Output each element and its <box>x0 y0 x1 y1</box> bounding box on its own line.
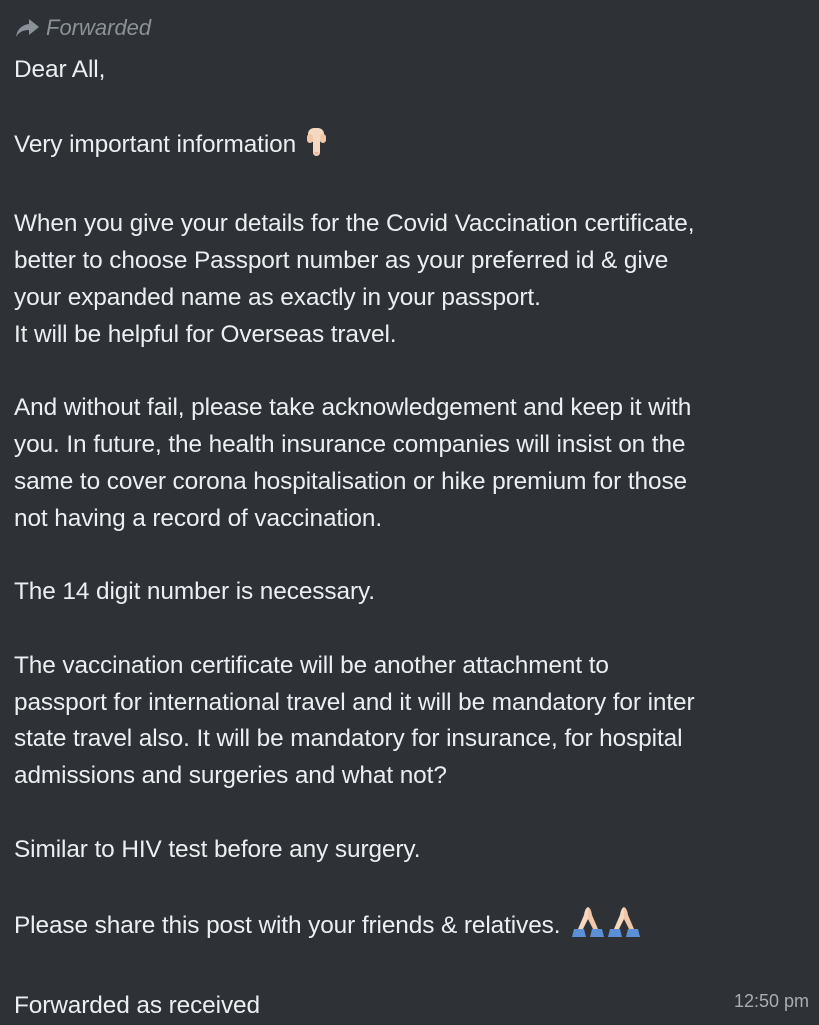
paragraph-1-line-1: When you give your details for the Covid Vaccination certificate, <box>14 210 695 238</box>
paragraph-2-line-4: not having a record of vaccination. <box>14 504 383 532</box>
paragraph-4-line-1: The vaccination certificate will be another attachment to <box>14 651 609 679</box>
paragraph-2-line-3: same to cover corona hospitalisation or hike premium for those <box>14 467 687 495</box>
paragraph-3-line-1: The 14 digit number is necessary. <box>14 578 375 606</box>
share-line <box>14 905 809 951</box>
important-text: Very important information <box>14 130 297 158</box>
paragraph-5-line-1: Similar to HIV test before any surgery. <box>14 835 421 863</box>
paragraph-1-line-4: It will be helpful for Overseas travel. <box>14 320 397 348</box>
greeting-line: Dear All, <box>14 56 106 83</box>
important-line <box>14 126 809 170</box>
closing-line: Forwarded as received <box>14 991 260 1019</box>
paragraph-2-line-2: you. In future, the health insurance companies will insist on the <box>14 430 686 458</box>
paragraph-4-line-4: admissions and surgeries and what not? <box>14 762 447 790</box>
message-timestamp: 12:50 pm <box>733 991 809 1011</box>
message-text <box>14 52 809 1025</box>
paragraph-2-line-1: And without fail, please take acknowledgement and keep it with <box>14 394 692 422</box>
forward-arrow-icon <box>14 17 40 39</box>
share-text: Please share this post with your friends & relatives. <box>14 912 561 940</box>
paragraph-4-line-3: state travel also. It will be mandatory for insurance, for hospital <box>14 725 683 753</box>
folded-hands-icon <box>568 905 648 951</box>
pointing-down-hand-icon <box>304 126 332 170</box>
paragraph-1-line-3: your expanded name as exactly in your passport. <box>14 283 541 311</box>
forwarded-header <box>14 13 151 43</box>
paragraph-4-line-2: passport for international travel and it will be mandatory for inter <box>14 688 695 716</box>
forwarded-label: Forwarded <box>46 15 152 40</box>
paragraph-1-line-2: better to choose Passport number as your preferred id & give <box>14 246 669 274</box>
